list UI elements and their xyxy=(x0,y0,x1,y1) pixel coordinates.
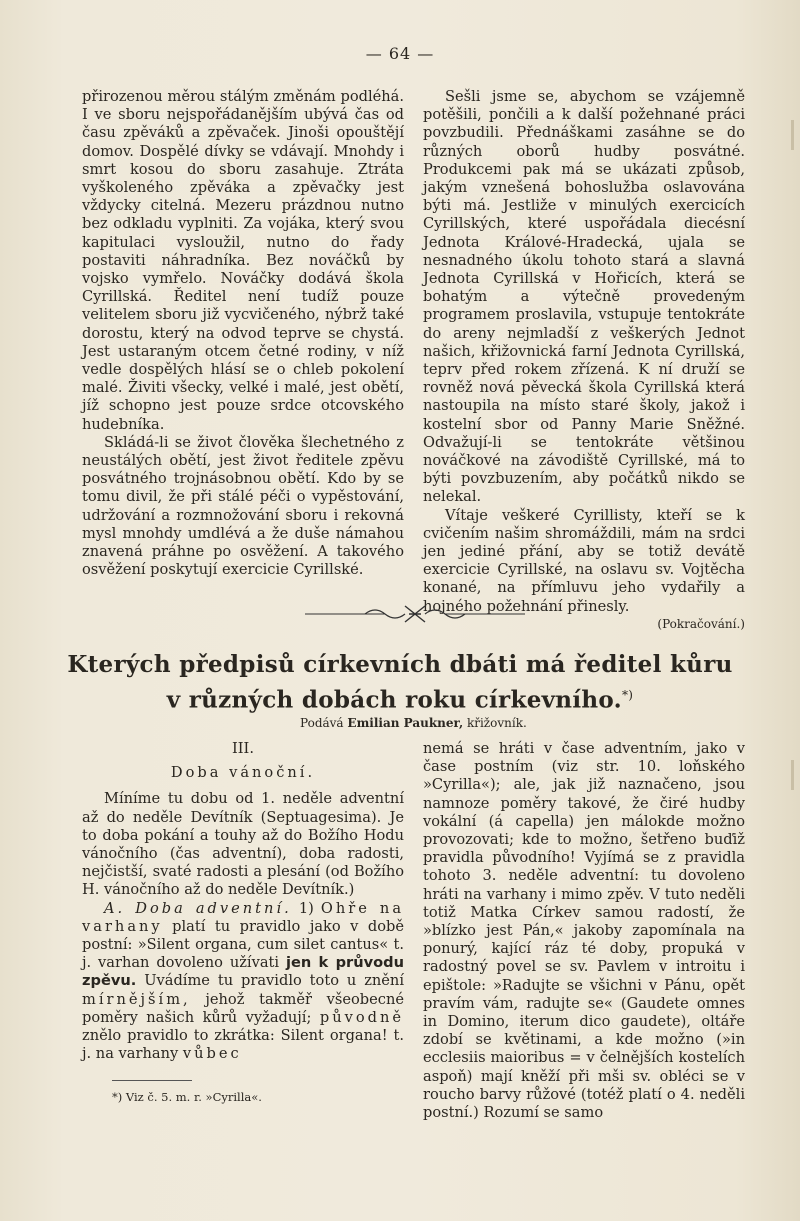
bottom-left-column xyxy=(82,740,404,1063)
subsection-label: A. Doba adventní. xyxy=(104,899,292,917)
continued-note: (Pokračování.) xyxy=(657,616,745,631)
binding-edge xyxy=(791,760,794,790)
spaced-term: mírnějším, xyxy=(82,990,191,1008)
text-run: jehož takměř všeobecné poměry našich kůrů vyžadují; xyxy=(82,990,404,1026)
author-name: Emilian Paukner, xyxy=(347,716,464,730)
section-title: Doba vánoční. xyxy=(170,764,316,782)
footnote-rule xyxy=(112,1080,192,1081)
paragraph: nemá se hráti v čase adventním, jako v čase postním (viz str. 10. loňského »Cyrilla«); ale, jak již naznačeno, jsou namnoze poměry takové, že čiré hudby vokální (á capella) jen málokde možno provozovati; kde to možno, šetřeno buďiž pravidla původního! Vyjímá se z pravidla tohoto 3. neděle adventní: tu dovoleno hráti na varhany i mimo zpěv. V tuto neděli totiž Matka Církev samou radostí, že »blízko jest Pán,« jakoby zapomínala na ponurý, kající ráz té doby, propuká v radostný povel se sv. Pavlem v introitu i epištole: »Radujte se všichni v Pánu, opět pravím vám, radujte se« (Gaudete omnes in Domino, iterum dico gaudete), oltáře zdobí se květinami, a kde možno (»in ecclesiis maioribus = v čelnějších kostelích aspoň) mají kněží při mši sv. obléci se v roucho barvy růžové (totéž platí o 4. neděli postní.) Rozumí se samo xyxy=(423,740,745,1122)
title-footnote-mark: *) xyxy=(621,688,634,702)
section-number: III. xyxy=(232,740,254,757)
paragraph: Skládá-li se život člověka šlechetného z neustálých obětí, jest život ředitele zpěvu posvátného trojnásobnou obětí. Kdo by se tomu divil, že při stálé péči o vypěstování, udržování a rozmnožování sboru i rekovná mysl mnohdy umdlévá a že duše námahou znavená práhne po osvěžení. A takového osvěžení poskytují exercicie Cyrillské. xyxy=(82,433,404,579)
paragraph-advent xyxy=(82,900,404,1064)
paragraph: Vítaje veškeré Cyrillisty, kteří se k cvičením našim shromáždili, mám na srdci jen jediné přání, aby se totiž devátě exercicie Cyrillské, na oslavu sv. Vojtěcha konané, na přímluvu jeho vydařily a hojného požehnání přinesly. xyxy=(423,506,745,615)
bottom-right-column xyxy=(423,740,745,1122)
binding-edge xyxy=(791,120,794,150)
author-role: křižovník. xyxy=(466,716,527,730)
byline xyxy=(300,715,560,731)
article-title xyxy=(60,650,740,716)
byline-prefix: Podává xyxy=(300,716,344,730)
paragraph: Míníme tu dobu od 1. neděle adventní až do neděle Devítník (Septuagesima). Je to doba pokání a touhy až do Božího Hodu vánočního (čas adventní), doba radosti, nejčistší, svaté radosti a plesání (od Božího H. vánočního až do neděle Devítník.) xyxy=(82,790,404,899)
footnote: *) Viz č. 5. m. r. »Cyrilla«. xyxy=(112,1090,262,1104)
top-right-column xyxy=(423,88,745,632)
text-run: platí tu pravidlo jako v době postní: »Silent organa, cum silet cantus« t. j. varhan dovoleno užívati xyxy=(82,917,404,972)
spaced-term: Ohře na varhany xyxy=(82,899,405,935)
bold-term: jen k průvodu zpěvu. xyxy=(82,954,404,990)
item-number: 1) xyxy=(298,899,314,917)
page-number: — 64 — xyxy=(365,44,435,63)
text-run: Uvádíme tu pravidlo toto u znění xyxy=(144,972,405,990)
ornament-divider xyxy=(305,602,525,626)
paragraph: přirozenou měrou stálým změnám podléhá. I ve sboru nejspořádanějším ubývá čas od času zpěváků a zpěvaček. Jinoši opouštějí domov. Dospělé dívky se vdávají. Mnohdy i smrt kosou do sboru zasahuje. Ztráta vyškoleného zpěváka a zpěvačky jest vždycky citelná. Mezeru prázdnou nutno bez odkladu vyplniti. Za vojáka, který svou kapitulaci vysloužil, nutno do řady postaviti náhradníka. Bez nováčků by vojsko vymřelo. Nováčky dodává škola Cyrillská. Ředitel není tudíž pouze velitelem sboru již vycvičeného, nýbrž také dorostu, který na odvod teprve se chystá. Jest ustaraným otcem četné rodiny, v níž vedle dospělých hlásí se o chleb pokolení malé. Živiti všecky, velké i malé, jest obětí, jíž schopno jest pouze srdce otcovského hudebníka. xyxy=(82,88,404,433)
top-left-column xyxy=(82,88,404,579)
paragraph: Sešli jsme se, abychom se vzájemně potěšili, pončili a k další požehnané práci povzbudili. Přednáškami zasáhne se do různých oborů hudby posvátné. Produkcemi pak má se ukázati způsob, jakým vznešená bohoslužba oslavována býti má. Jestliže v minulých exercicích Cyrillských, které uspořádala diecésní Jednota Králové-Hradecká, ujala se nesnadného úkolu tohoto stará a slavná Jednota Cyrillská v Hořicích, která se bohatým a výtečně provedeným programem proslavila, vstupuje tentokráte do areny nejmladší z veškerých Jednot našich, křižovnická farní Jednota Cyrillská, teprv před rokem zřízená. K ní druží se rovněž nová pěvecká škola Cyrillská která nastoupila na místo staré školy, jakož i kostelní sbor od Panny Marie Sněžné. Odvažují-li se tentokráte většinou nováčkové na závodiště Cyrillské, má to býti povzbuzením, aby počátků nikdo se nelekal. xyxy=(423,88,745,506)
text-run: znělo pravidlo to zkrátka: Silent organa! t. j. na varhany xyxy=(82,1027,404,1063)
article-title-text: Kterých předpisů církevních dbáti má ředitel kůru v různých dobách roku církevního. xyxy=(67,651,733,714)
spaced-term: původně xyxy=(319,1008,405,1026)
spaced-term: vůbec xyxy=(182,1045,242,1063)
